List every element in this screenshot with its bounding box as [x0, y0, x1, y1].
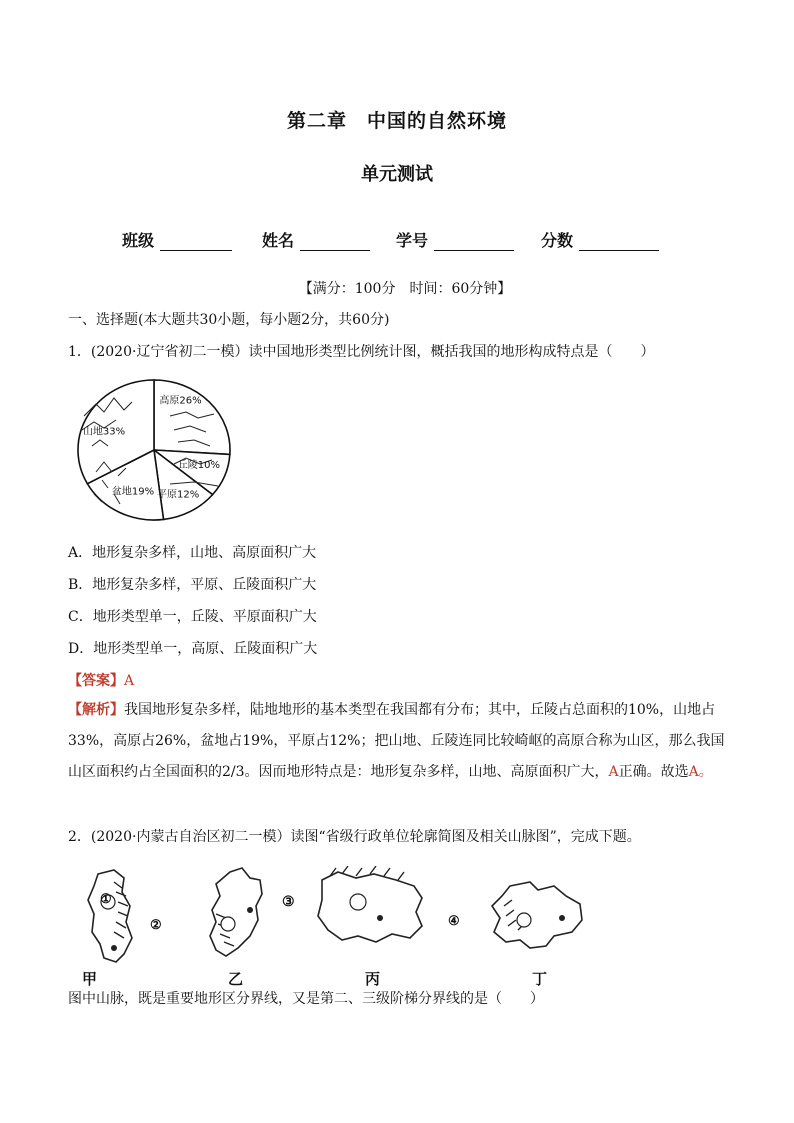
pie-slice	[154, 380, 230, 454]
id-label: 学号	[396, 231, 429, 250]
pie-slice-label: 平原12%	[157, 489, 200, 501]
class-label: 班级	[122, 231, 155, 250]
province-map-jia	[88, 870, 132, 962]
answer-line	[68, 670, 134, 690]
question-2-followup: 图中山脉，既是重要地形区分界线，又是第二、三级阶梯分界线的是（ ）	[68, 991, 544, 1007]
map-label-ding: 丁	[532, 970, 548, 988]
map-label-bing: 丙	[365, 970, 381, 988]
class-blank[interactable]	[160, 236, 232, 251]
map-marker-4: ④	[448, 914, 460, 929]
option-d[interactable]: D．地形类型单一，高原、丘陵面积广大	[68, 641, 318, 657]
province-map-yi	[210, 868, 262, 956]
option-a[interactable]: A．地形复杂多样，山地、高原面积广大	[68, 545, 317, 561]
analysis-paragraph	[68, 695, 728, 788]
map-label-jia: 甲	[82, 970, 98, 988]
answer-label: 【答案】	[68, 673, 124, 689]
map-label-yi: 乙	[228, 970, 244, 988]
score-blank[interactable]	[579, 236, 659, 251]
answer-value: A	[124, 673, 135, 689]
option-b[interactable]: B．地形复杂多样，平原、丘陵面积广大	[68, 577, 317, 593]
map-marker-1: ①	[100, 892, 112, 907]
map-marker-2: ②	[150, 918, 162, 933]
pie-slice-label: 盆地19%	[111, 486, 155, 498]
name-field	[262, 228, 370, 251]
province-map-bing	[318, 866, 422, 942]
pie-slice-label: 山地33%	[82, 426, 126, 438]
name-blank[interactable]	[300, 236, 370, 251]
exam-meta: 【满分：100分 时间：60分钟】	[298, 281, 512, 297]
name-label: 姓名	[262, 231, 295, 250]
map-marker-3: ③	[282, 894, 295, 910]
analysis-text: 我国地形复杂多样，陆地地形的基本类型在我国都有分布；其中，丘陵占总面积的10%，山地占33%，高原占26%，盆地占19%，平原占12%；把山地、丘陵连同比较崎岖的高原合称为山区，那么我国山区面积约占全国面积的2/3。因而地形特点是：地形复杂多样，山地、高原面积广大，	[68, 702, 725, 780]
id-field	[396, 228, 514, 251]
section-title: 一、选择题(本大题共30小题，每小题2分，共60分)	[68, 312, 390, 328]
page-subtitle: 单元测试	[361, 164, 433, 185]
pie-slice-label: 高原26%	[159, 395, 202, 407]
question-2-stem: 2．(2020·内蒙古自治区初二一模）读图“省级行政单位轮廓简图及相关山脉图”，完成下题。	[68, 829, 641, 845]
class-field	[122, 228, 232, 251]
analysis-mid: 正确。故选	[618, 764, 689, 780]
province-map-ding	[492, 882, 582, 948]
terrain-pie-chart	[74, 376, 236, 524]
option-c[interactable]: C．地形类型单一，丘陵、平原面积广大	[68, 609, 317, 625]
analysis-final: A。	[688, 764, 713, 780]
question-1-stem: 1．(2020·辽宁省初二一模）读中国地形类型比例统计图，概括我国的地形构成特点是（ ）	[68, 344, 655, 360]
analysis-label: 【解析】	[68, 702, 124, 718]
pie-slice-label: 丘陵10%	[177, 460, 220, 472]
page-title: 第二章 中国的自然环境	[286, 110, 507, 132]
analysis-choice: A	[608, 764, 619, 780]
score-label: 分数	[541, 231, 574, 250]
id-blank[interactable]	[434, 236, 514, 251]
score-field	[541, 228, 659, 251]
